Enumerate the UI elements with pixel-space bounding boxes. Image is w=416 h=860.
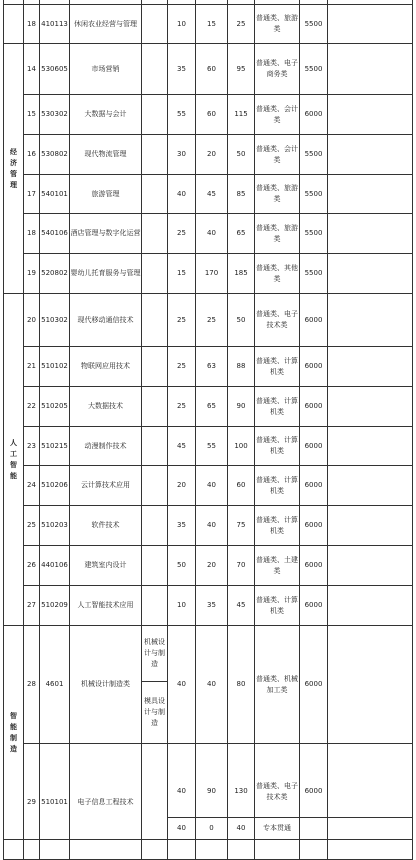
major-code: 530302	[40, 95, 70, 135]
major-name: 电子信息工程技术	[70, 744, 142, 840]
tuition-fee: 5500	[300, 214, 328, 254]
major-code: 510205	[40, 387, 70, 427]
major-name: 建筑室内设计	[70, 546, 142, 586]
row-number: 20	[24, 294, 40, 347]
row-number: 14	[24, 44, 40, 95]
plan-b: 65	[196, 387, 228, 427]
subject-category: 普通类、计算机类	[255, 347, 300, 387]
plan-a: 35	[168, 44, 196, 95]
tuition-fee: 6000	[300, 95, 328, 135]
plan-b: 40	[196, 214, 228, 254]
plan-total: 85	[228, 175, 255, 214]
subject-category: 普通类、电子技术类	[255, 294, 300, 347]
tuition-fee: 6000	[300, 744, 328, 818]
table-row	[4, 254, 413, 294]
row-number: 22	[24, 387, 40, 427]
plan-b: 55	[196, 427, 228, 466]
plan-a: 10	[168, 5, 196, 44]
category-artificial-intelligence: 人工智能	[4, 294, 24, 626]
plan-a: 40	[168, 818, 196, 840]
category-intelligent-manufacturing: 智能制造	[4, 626, 24, 840]
row-number: 29	[24, 744, 40, 840]
major-name: 婴幼儿托育服务与管理	[70, 254, 142, 294]
table-row	[4, 95, 413, 135]
major-code: 530605	[40, 44, 70, 95]
subject-category: 普通类、电子技术类	[255, 744, 300, 818]
major-code: 410113	[40, 5, 70, 44]
plan-a: 25	[168, 347, 196, 387]
tuition-fee: 6000	[300, 427, 328, 466]
major-code: 510102	[40, 347, 70, 387]
row-number: 23	[24, 427, 40, 466]
table-row	[4, 840, 413, 860]
major-code: 510302	[40, 294, 70, 347]
subject-category: 普通类、其他类	[255, 254, 300, 294]
row-number: 28	[24, 626, 40, 744]
tuition-fee: 6000	[300, 387, 328, 427]
major-code: 530802	[40, 135, 70, 175]
category-econ-management: 经济管理	[4, 44, 24, 294]
subject-category: 普通类、土建类	[255, 546, 300, 586]
plan-a: 55	[168, 95, 196, 135]
row-number: 21	[24, 347, 40, 387]
plan-total: 100	[228, 427, 255, 466]
table-row	[4, 175, 413, 214]
row-number: 26	[24, 546, 40, 586]
plan-b: 170	[196, 254, 228, 294]
major-name: 大数据与会计	[70, 95, 142, 135]
major-name: 现代移动通信技术	[70, 294, 142, 347]
table-row	[4, 214, 413, 254]
plan-b: 40	[196, 466, 228, 506]
plan-total: 88	[228, 347, 255, 387]
table-row	[4, 586, 413, 626]
major-name: 物联网应用技术	[70, 347, 142, 387]
subject-category: 普通类、旅游类	[255, 175, 300, 214]
tuition-fee: 6000	[300, 347, 328, 387]
tuition-fee: 5500	[300, 254, 328, 294]
major-name: 动漫制作技术	[70, 427, 142, 466]
plan-total: 80	[228, 626, 255, 744]
plan-total: 95	[228, 44, 255, 95]
plan-total: 185	[228, 254, 255, 294]
table-row	[4, 44, 413, 95]
plan-a: 20	[168, 466, 196, 506]
major-code: 510206	[40, 466, 70, 506]
tuition-fee: 5500	[300, 44, 328, 95]
major-name: 云计算技术应用	[70, 466, 142, 506]
plan-a: 10	[168, 586, 196, 626]
major-name: 旅游管理	[70, 175, 142, 214]
subject-category: 普通类、旅游类	[255, 5, 300, 44]
enrollment-plan-table	[3, 0, 413, 860]
plan-b: 25	[196, 294, 228, 347]
plan-total: 50	[228, 135, 255, 175]
sub-direction-2: 模具设计与制造	[142, 682, 168, 744]
plan-b: 60	[196, 95, 228, 135]
row-number: 15	[24, 95, 40, 135]
plan-a: 40	[168, 626, 196, 744]
table-row	[4, 294, 413, 347]
plan-total: 60	[228, 466, 255, 506]
table-row	[4, 135, 413, 175]
row-number: 16	[24, 135, 40, 175]
plan-total: 130	[228, 744, 255, 818]
table-row	[4, 466, 413, 506]
subject-category: 普通类、计算机类	[255, 506, 300, 546]
plan-b: 60	[196, 44, 228, 95]
table-row	[4, 506, 413, 546]
subject-category: 普通类、计算机类	[255, 387, 300, 427]
subject-category: 普通类、电子商务类	[255, 44, 300, 95]
major-name: 大数据技术	[70, 387, 142, 427]
table-row	[4, 744, 413, 818]
table-row	[4, 427, 413, 466]
subject-category: 普通类、会计类	[255, 95, 300, 135]
subject-category: 普通类、计算机类	[255, 427, 300, 466]
major-name: 现代物流管理	[70, 135, 142, 175]
plan-b: 20	[196, 546, 228, 586]
tuition-fee: 6000	[300, 506, 328, 546]
row-number: 17	[24, 175, 40, 214]
table-row	[4, 347, 413, 387]
plan-total: 45	[228, 586, 255, 626]
plan-total: 25	[228, 5, 255, 44]
plan-b: 35	[196, 586, 228, 626]
tuition-fee: 6000	[300, 626, 328, 744]
major-name: 软件技术	[70, 506, 142, 546]
tuition-fee: 6000	[300, 546, 328, 586]
plan-a: 40	[168, 175, 196, 214]
plan-b: 40	[196, 506, 228, 546]
major-code: 510209	[40, 586, 70, 626]
major-code: 510101	[40, 744, 70, 840]
plan-b: 40	[196, 626, 228, 744]
row-number: 25	[24, 506, 40, 546]
plan-total: 90	[228, 387, 255, 427]
plan-a: 50	[168, 546, 196, 586]
tuition-fee: 5500	[300, 135, 328, 175]
row-number: 19	[24, 254, 40, 294]
plan-a: 40	[168, 744, 196, 818]
subject-category: 普通类、计算机类	[255, 586, 300, 626]
plan-a: 25	[168, 294, 196, 347]
plan-a: 25	[168, 387, 196, 427]
plan-a: 35	[168, 506, 196, 546]
table-row	[4, 5, 413, 44]
plan-b: 15	[196, 5, 228, 44]
tuition-fee: 5500	[300, 5, 328, 44]
major-code: 440106	[40, 546, 70, 586]
major-code: 540106	[40, 214, 70, 254]
table-row	[4, 626, 413, 682]
row-number: 18	[24, 214, 40, 254]
table-row	[4, 546, 413, 586]
tuition-fee: 6000	[300, 466, 328, 506]
subject-category: 普通类、计算机类	[255, 466, 300, 506]
plan-a: 25	[168, 214, 196, 254]
table-row	[4, 387, 413, 427]
plan-a: 30	[168, 135, 196, 175]
major-code: 510203	[40, 506, 70, 546]
plan-b: 45	[196, 175, 228, 214]
plan-b: 90	[196, 744, 228, 818]
tuition-fee: 5500	[300, 175, 328, 214]
plan-b: 0	[196, 818, 228, 840]
major-code: 510215	[40, 427, 70, 466]
major-name: 酒店管理与数字化运营	[70, 214, 142, 254]
plan-total: 65	[228, 214, 255, 254]
row-number: 18	[24, 5, 40, 44]
plan-a: 45	[168, 427, 196, 466]
subject-category: 普通类、机械加工类	[255, 626, 300, 744]
major-name: 机械设计制造类	[70, 626, 142, 744]
plan-total: 115	[228, 95, 255, 135]
row-number: 27	[24, 586, 40, 626]
plan-b: 63	[196, 347, 228, 387]
plan-total: 70	[228, 546, 255, 586]
major-name: 人工智能技术应用	[70, 586, 142, 626]
major-code: 540101	[40, 175, 70, 214]
subject-category: 普通类、会计类	[255, 135, 300, 175]
subject-category: 专本贯通	[255, 818, 300, 840]
plan-total: 50	[228, 294, 255, 347]
major-name: 休闲农业经营与管理	[70, 5, 142, 44]
row-number: 24	[24, 466, 40, 506]
plan-total: 75	[228, 506, 255, 546]
plan-a: 15	[168, 254, 196, 294]
major-name: 市场营销	[70, 44, 142, 95]
tuition-fee: 6000	[300, 586, 328, 626]
major-code: 4601	[40, 626, 70, 744]
major-code: 520802	[40, 254, 70, 294]
plan-b: 20	[196, 135, 228, 175]
tuition-fee: 6000	[300, 294, 328, 347]
subject-category: 普通类、旅游类	[255, 214, 300, 254]
plan-total: 40	[228, 818, 255, 840]
sub-direction-1: 机械设计与制造	[142, 626, 168, 682]
